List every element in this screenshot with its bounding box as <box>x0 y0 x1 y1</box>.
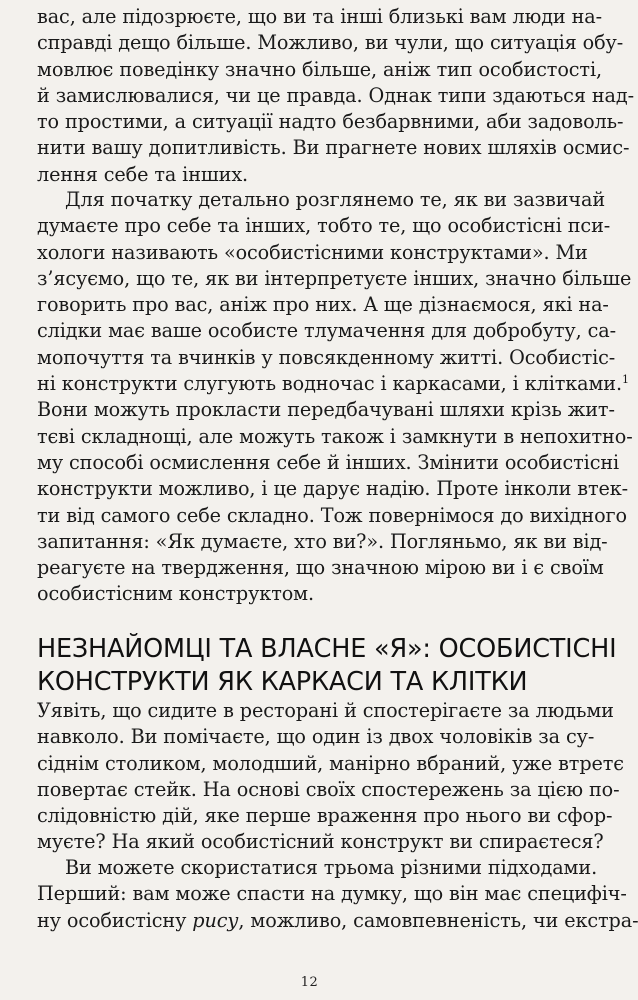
text-line: Вони можуть прокласти передбачувані шляхи крізь жит- <box>37 398 615 422</box>
section-heading <box>37 633 617 699</box>
text-line: запитання: «Як думаєте, хто ви?». Погляньмо, як ви від- <box>37 529 608 553</box>
text-segment: ну особистісну <box>37 908 193 932</box>
text-segment: , можливо, самовпевненість, чи екстра- <box>238 908 638 932</box>
text-line: Уявіть, що сидите в ресторані й спостерігаєте за людьми <box>37 699 614 722</box>
paragraph-4 <box>37 855 638 934</box>
text-line: особистісним конструктом. <box>37 582 314 606</box>
text-line: говорить про вас, аніж про них. А ще дізнаємося, які на- <box>37 293 609 317</box>
text-line: думаєте про себе та інших, тобто те, що особистісні пси- <box>37 214 611 238</box>
text-line: Перший: вам може спасти на думку, що він має специфіч- <box>37 882 627 906</box>
text-line: з’ясуємо, що те, як ви інтерпретуєте інших, значно більше <box>37 266 632 290</box>
text-line: справді дещо більше. Можливо, ви чули, що ситуація обу- <box>37 31 624 55</box>
italic-term: рису <box>192 908 239 932</box>
paragraph-2 <box>37 187 633 608</box>
text-line: вас, але підозрюєте, що ви та інші близькі вам люди на- <box>37 5 603 28</box>
page-number: 12 <box>300 975 319 990</box>
text-line: муєте? На який особистісний конструкт ви спираєтеся? <box>37 830 604 854</box>
text-line-with-italic <box>37 908 638 934</box>
text-line: й замислювалися, чи це правда. Однак типи здаються над- <box>37 83 634 107</box>
footnote-marker[interactable]: 1 <box>622 373 629 387</box>
text-line: конструкти можливо, і це дарує надію. Проте інколи втек- <box>37 477 629 501</box>
text-line: реагуєте на твердження, що значною мірою ви і є своїм <box>37 556 604 580</box>
text-line: му способі осмислення себе й інших. Змінити особистісні <box>37 450 620 474</box>
text-line: мовлює поведінку значно більше, аніж тип особистості, <box>37 57 602 81</box>
text-line: нити вашу допитливість. Ви прагнете нових шляхів осмис- <box>37 136 630 160</box>
text-line: хологи називають «особистісними конструктами». Ми <box>37 240 588 264</box>
heading-line: КОНСТРУКТИ ЯК КАРКАСИ ТА КЛІТКИ <box>37 667 528 697</box>
text-line-with-footnote <box>37 371 629 397</box>
text-line: то простими, а ситуації надто безбарвними, аби задоволь- <box>37 110 624 134</box>
text-line: повертає стейк. На основі своїх спостережень за цією по- <box>37 777 620 801</box>
text-line: навколо. Ви помічаєте, що один із двох чоловіків за су- <box>37 725 595 749</box>
paragraph-3 <box>37 698 624 856</box>
text-line: мопочуття та вчинків у повсякденному житті. Особистіс- <box>37 345 616 369</box>
heading-line: НЕЗНАЙОМЦІ ТА ВЛАСНЕ «Я»: ОСОБИСТІСНІ <box>37 634 617 664</box>
text-line: слідовністю дій, яке перше враження про нього ви сфор- <box>37 804 613 828</box>
text-line: лення себе та інших. <box>37 162 249 186</box>
paragraph-1 <box>37 4 634 188</box>
text-line: Ви можете скористатися трьома різними підходами. <box>65 856 598 879</box>
text-line: слідки має ваше особисте тлумачення для добробуту, са- <box>37 319 616 343</box>
text-segment: ні конструкти слугують водночас і каркасами, і клітками. <box>37 372 622 396</box>
text-line: сіднім столиком, молодший, манірно вбраний, уже втретє <box>37 751 624 775</box>
text-line: Для початку детально розглянемо те, як ви зазвичай <box>65 188 606 211</box>
text-line: ти від самого себе складно. Тож повернімося до вихідного <box>37 503 627 527</box>
text-line: тєві складнощі, але можуть також і замкнути в непохитно- <box>37 424 633 448</box>
